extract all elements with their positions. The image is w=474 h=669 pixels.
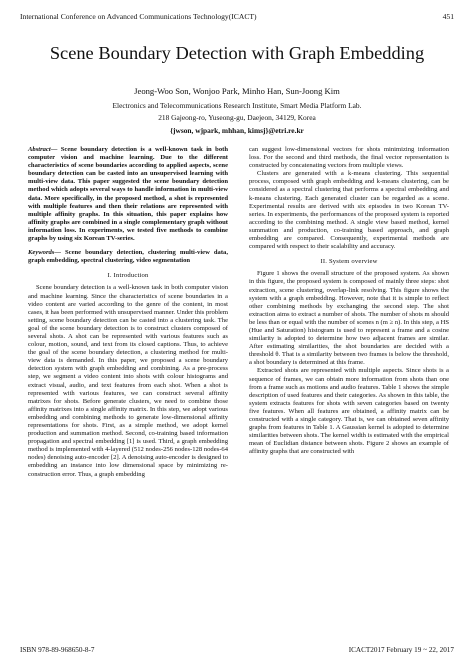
author-emails: {jwson, wjpark, mhhan, kimsj}@etri.re.kr (170, 126, 304, 135)
abstract-lead: Abstract (28, 146, 51, 153)
keywords (28, 249, 228, 265)
left-column (28, 146, 228, 479)
abstract (28, 146, 228, 243)
overview-paragraph-2: Extracted shots are represented with multiple aspects. Since shots is a sequence of frames, we can obtain more information from shots than one from a frame such as motions and audio features. Table 1 shows the simple description of used features and their categories. As shown in this table, the system extracts features for shots with seven categories based on twenty five features. When all features are obtained, a affinity matrix can be constructed with a single category. That is, we can obtained seven affinity graphs from features in Table 1. A Gaussian kernel is adopted to determine similarities between shots. The kernel width is estimated with the empirical mean of Euclidian distance between shots. Figure 2 shows an example of affinity graphs that are constructed with (249, 367, 449, 456)
overview-paragraph-1: Figure 1 shows the overall structure of the proposed system. As shown in this figure, the proposed system is composed of mainly three steps: shot extraction, scene clustering, overlap-link resolving. This figure shows the system with a graph embedding. However, note that it is simple to reflect other combining methods by exchanging the second step. The shot extraction aims to extract a number of shots. The number of shots m should be less than or equal with the number of scenes n (m ≥ n). In this step, a HS (Hue and Saturation) histogram is used to represent a frame and a cosine similarity is adopted to determine how two adjacent frames are similar. After estimating similarities, the shot boundaries are decided with a threshold θ. That is a similarity between two frames is below the threshold, a shot boundary is determined at this frame. (249, 270, 449, 367)
section-heading-system-overview: II. System overview (320, 258, 378, 266)
abstract-text: — Scene boundary detection is a well-known task in both computer vision and machine learning. Due to the different characteristics of scene boundaries according to applied aspects, scene boundary detection can be casted into an unsupervised learning with multi-view data. This paper suggested the scene boundary detection method which adopts several ways to handle information in multi-view data. More specifically, in the proposed method, a shot is represented with multiple features and then their relations are represented with multiple affinity graphs. In this situation, this paper explains how affinity graphs are combined in a single complementary graph without information loss. In experiments, we tested five methods to combine graphs by using six Korean TV-series. (28, 146, 228, 243)
right-column (249, 146, 449, 456)
affiliation-line-1: Electronics and Telecommunications Research Institute, Smart Media Platform Lab. (112, 101, 362, 110)
affiliation-line-2: 218 Gajeong-ro, Yuseong-gu, Daejeon, 34129, Korea (158, 113, 316, 122)
section-heading-introduction: I. Introduction (107, 272, 149, 280)
author-list: Jeong-Woo Son, Wonjoo Park, Minho Han, Sun-Joong Kim (134, 86, 340, 96)
conference-name: International Conference on Advanced Communications Technology(ICACT) (20, 12, 257, 21)
keywords-text: — Scene boundary detection, clustering multi-view data, graph embedding, spectral clustering, video segmentation (28, 249, 228, 265)
isbn: ISBN 978-89-968650-8-7 (20, 646, 95, 654)
page-footer (20, 645, 454, 655)
running-header (20, 11, 454, 23)
keywords-lead: Keywords (28, 249, 55, 257)
paper-title: Scene Boundary Detection with Graph Embedding (49, 43, 425, 63)
intro-continuation: can suggest low-dimensional vectors for shots minimizing information loss. For the second and third methods, the final vector representation is constructed by concatenating vectors from multiple views. (249, 146, 449, 170)
page-number: 451 (442, 12, 454, 21)
intro-paragraph: Scene boundary detection is a well-known task in both computer vision and machine learning. Since the characteristics of scene boundaries in a video content are varied according to the genre of the content, in most cases, it has been performed with unsupervised manner. Under this problem setting, scene boundary detection can be casted into a clustering task. The goal of the scene boundary detection is to construct clusters composed of several shots. A shot can be represented with various features such as colour, motion, sound, and text from its closed captions. Thus, to achieve the goal of the scene boundary detection, a clustering method for multi-view data is demanded. In this paper, we proposed a scene boundary detection system with graph embedding and combining. As a pre-process step, we segment a video content into shots with colour histograms and extract visual, audio, and text features from each shot. When a shot is represented with various features, we can construct several affinity matrixes for shots. Before generate clusters, we need to combine those affinity matrixes into a single affinity matrix. In this step, we adopt various embedding and combining methods to generate low-dimensional affinity representations for shots. First, as a simple method, we adopt kernel production and summation method. Second, co-training based information propagation and spectral embedding [1] is used. Third, a graph embedding method is implemented with 4-layered (512 nodes-256 nodes-128 nodes-64 nodes) denoising auto-encoder [2]. A denoising auto-encoder is designed to embedding an instance into low dimensional space by minimizing re-construction error. Thus, a graph embedding (28, 284, 228, 478)
intro-paragraph-2: Clusters are generated with a k-means clustering. This sequential process, composed with graph embedding and k-means clustering, can be considered as a spectral clustering that performs a spectral embedding and k-means clustering. Each generated cluster can be regarded as a scene. Experimental results are derived with six episodes in two Korean TV-series. In experiments, the performances of the proposed system is reported according to the combining method. A single view based method, kernel summation and production, co-training based approach, and graph embedding are compared. Consequently, experimental methods are compared with respect to their scalability and accuracy. (249, 170, 449, 251)
event-dates: ICACT2017 February 19 ~ 22, 2017 (348, 646, 454, 654)
